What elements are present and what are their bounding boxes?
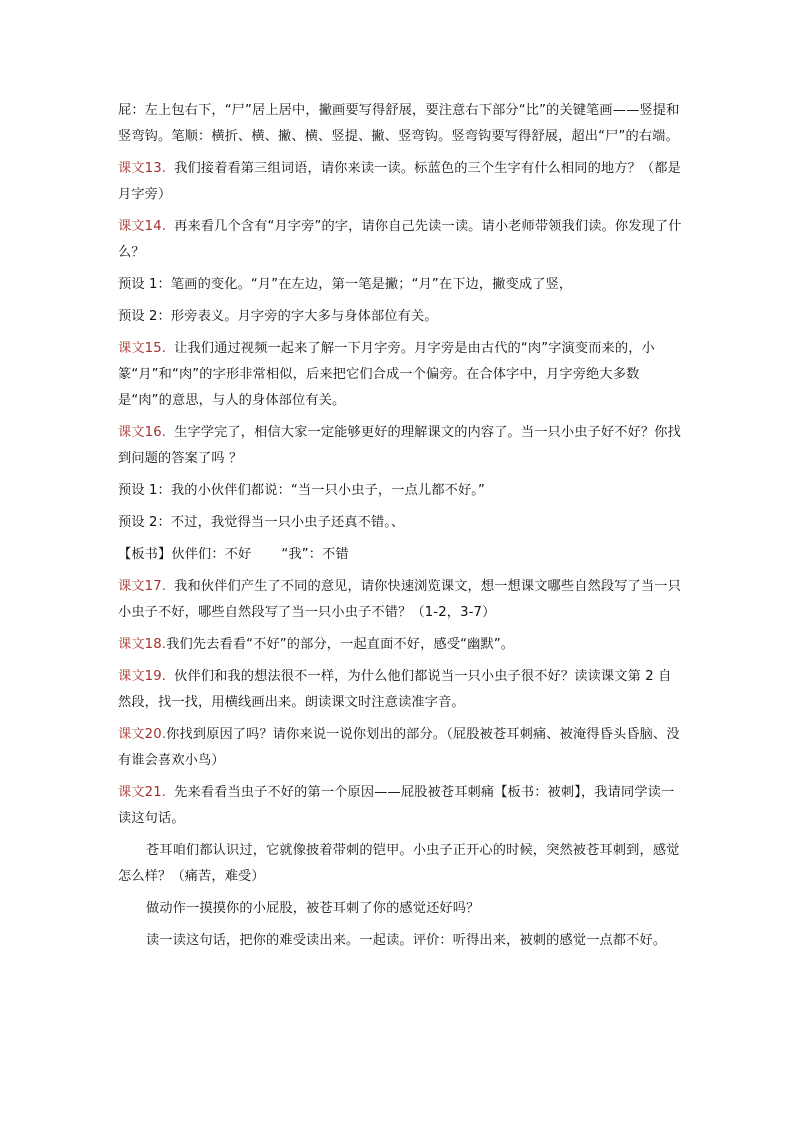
paragraph-lesson-19: [118, 664, 684, 716]
paragraph-lesson-15: [118, 336, 684, 414]
document-page: [118, 98, 684, 960]
paragraph-lesson-13: [118, 156, 684, 208]
paragraph-text: 先来看看当虫子不好的第一个原因——屁股被苍耳刺痛【板书：被刺】，我请同学读一读这句话。: [118, 785, 675, 826]
paragraph-text: 预设 2：不过，我觉得当一只小虫子还真不错。、: [118, 515, 405, 530]
lesson-label: 课文20.: [118, 727, 167, 742]
paragraph-text: 再来看几个含有“月字旁”的字，请你自己先读一读。请小老师带领我们读。你发现了什么？: [118, 219, 682, 260]
board-item-me: “我”：不错: [281, 547, 349, 562]
paragraph-text: 做动作一摸摸你的小屁股，被苍耳刺了你的感觉还好吗？: [146, 901, 480, 916]
paragraph-text: 伙伴们和我的想法很不一样，为什么他们都说当一只小虫子很不好？读读课文第 2 自然段，找一找，用横线画出来。朗读课文时注意读准字音。: [118, 669, 672, 710]
paragraph-read-aloud: [118, 928, 684, 954]
paragraph-preset-2: [118, 304, 684, 330]
paragraph-text: 我和伙伴们产生了不同的意见，请你快速浏览课文，想一想课文哪些自然段写了当一只小虫子不好，哪些自然段写了当一只小虫子不错？（1-2，3-7）: [118, 579, 681, 620]
board-label: 【板书】: [118, 547, 172, 562]
paragraph-board: [118, 542, 684, 568]
paragraph-text: 我们先去看看“不好”的部分，一起直面不好，感受“幽默”。: [166, 637, 515, 652]
lesson-label: 课文14.: [118, 219, 167, 234]
lesson-label: 课文13.: [118, 161, 167, 176]
paragraph-lesson-20: [118, 722, 684, 774]
paragraph-stroke-order: [118, 98, 684, 150]
paragraph-text: 生字学完了，相信大家一定能够更好的理解课文的内容了。当一只小虫子好不好？你找到问题的答案了吗 ？: [118, 425, 681, 466]
paragraph-action: [118, 896, 684, 922]
board-item-partners: 伙伴们：不好: [171, 547, 252, 562]
lesson-label: 课文19.: [118, 669, 167, 684]
paragraph-text: 你找到原因了吗？请你来说一说你划出的部分。（屁股被苍耳刺痛、被淹得昏头昏脑、没有谁会喜欢小鸟）: [118, 727, 680, 768]
paragraph-preset-1b: [118, 478, 684, 504]
paragraph-text: 预设 2：形旁表义。月字旁的字大多与身体部位有关。: [118, 309, 438, 324]
paragraph-lesson-18: [118, 632, 684, 658]
paragraph-text: 读一读这句话，把你的难受读出来。一起读。评价：听得出来，被刺的感觉一点都不好。: [146, 933, 667, 948]
paragraph-lesson-17: [118, 574, 684, 626]
paragraph-lesson-16: [118, 420, 684, 472]
paragraph-lesson-14: [118, 214, 684, 266]
paragraph-preset-1: [118, 272, 684, 298]
lesson-label: 课文15.: [118, 341, 167, 356]
paragraph-text: 预设 1：我的小伙伴们都说：“当一只小虫子，一点儿都不好。”: [118, 483, 486, 498]
paragraph-text: 让我们通过视频一起来了解一下月字旁。月字旁是由古代的“肉”字演变而来的，小篆“月”和“肉”的字形非常相似，后来把它们合成一个偏旁。在合体字中，月字旁绝大多数是“肉”的意思，与人的身体部位有关。: [118, 341, 655, 408]
paragraph-lesson-21: [118, 780, 684, 832]
paragraph-text: 预设 1：笔画的变化。“月”在左边，第一笔是撇；“月”在下边，撇变成了竖，: [118, 277, 573, 292]
lesson-label: 课文16.: [118, 425, 167, 440]
lesson-label: 课文17.: [118, 579, 167, 594]
lesson-label: 课文18.: [118, 637, 167, 652]
paragraph-cocklebur: [118, 838, 684, 890]
paragraph-text: 苍耳咱们都认识过，它就像披着带刺的铠甲。小虫子正开心的时候，突然被苍耳刺到，感觉怎么样？（痛苦，难受）: [118, 843, 680, 884]
paragraph-text: 我们接着看第三组词语，请你来读一读。标蓝色的三个生字有什么相同的地方？（都是月字旁）: [118, 161, 681, 202]
paragraph-text: 屁：左上包右下，“尸”居上居中，撇画要写得舒展，要注意右下部分“比”的关键笔画——竖提和竖弯钩。笔顺：横折、横、撇、横、竖提、撇、竖弯钩。竖弯钩要写得舒展，超出“尸”的右端。: [118, 103, 680, 144]
paragraph-preset-2b: [118, 510, 684, 536]
lesson-label: 课文21.: [118, 785, 167, 800]
